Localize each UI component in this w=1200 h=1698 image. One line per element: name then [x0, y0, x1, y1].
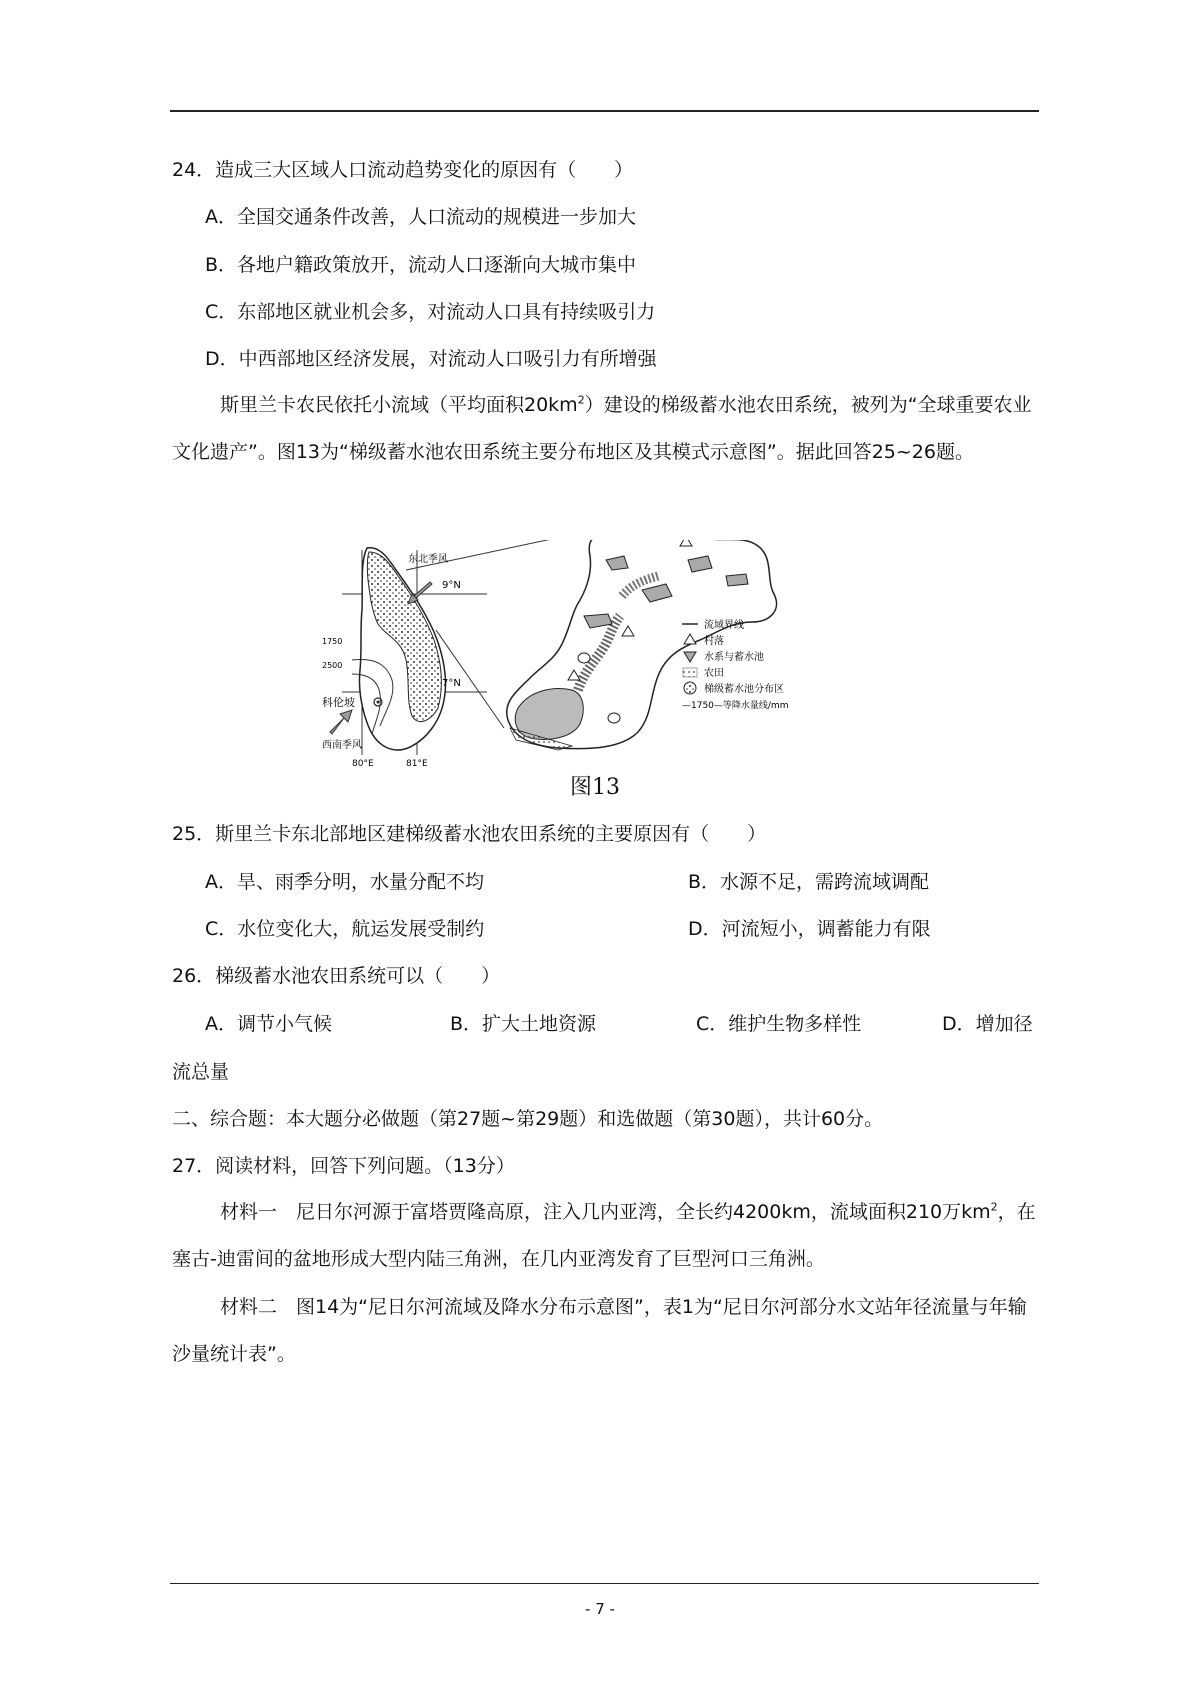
legend-label-2: 村落: [704, 636, 724, 647]
reservoir-icon: [684, 652, 696, 662]
sw-monsoon-arrow: [330, 710, 352, 734]
reservoir-small-4: [726, 574, 748, 586]
q26-option-a: A．调节小气候: [205, 1013, 332, 1035]
q24-option-d: D．中西部地区经济发展，对流动人口吸引力有所增强: [205, 348, 657, 370]
legend-label-5: 梯级蓄水池分布区: [704, 684, 784, 695]
legend-label-3: 水系与蓄水池: [704, 652, 764, 663]
q25-stem: 25．斯里兰卡东北部地区建梯级蓄水池农田系统的主要原因有（ ）: [172, 823, 767, 845]
figure-13: [322, 540, 882, 805]
sw-monsoon-label: 西南季风: [322, 740, 362, 751]
intro-sup: 2: [577, 393, 585, 407]
q24-option-c: C．东部地区就业机会多，对流动人口具有持续吸引力: [205, 301, 656, 323]
figure-13-caption: 图13: [570, 775, 620, 800]
m1-text-a: 材料一 尼日尔河源于富塔贾隆高原，注入几内亚湾，全长约4200km，流域面积210万km: [220, 1201, 991, 1223]
q27-stem: 27．阅读材料，回答下列问题。（13分）: [172, 1155, 515, 1177]
lon-80-label: 80°E: [352, 759, 374, 769]
q26-option-d-wrap: 流总量: [172, 1061, 230, 1083]
q24-option-b: B．各地户籍政策放开，流动人口逐渐向大城市集中: [205, 254, 637, 276]
q24-stem: 24．造成三大区域人口流动趋势变化的原因有（ ）: [172, 159, 634, 181]
legend-label-4: 农田: [704, 668, 724, 679]
footer-rule: [170, 1583, 1039, 1584]
lat-9-label: 9°N: [442, 580, 461, 591]
reservoir-area-icon: [684, 682, 696, 694]
q25-option-a: A．旱、雨季分明，水量分配不均: [205, 871, 484, 893]
q24-option-a: A．全国交通条件改善，人口流动的规模进一步加大: [205, 206, 636, 228]
iso-2500-label: 2500: [322, 661, 343, 670]
intro-text-b: ）建设的梯级蓄水池农田系统，被列为“全球重要农业文化遗产”。图13为“梯级蓄水池农田系统主要分布地区及其模式示意图”。据此回答25~26题。: [172, 394, 1032, 463]
page-number: - 7 -: [585, 1600, 615, 1618]
lat-7-label: 7°N: [442, 678, 461, 689]
header-rule: [170, 110, 1039, 112]
q26-option-d: D．增加径: [942, 1013, 1033, 1035]
q25-option-d: D．河流短小，调蓄能力有限: [688, 918, 931, 940]
q27-material-1: [172, 1189, 1038, 1283]
q26-option-c: C．维护生物多样性: [696, 1013, 862, 1035]
lon-81-label: 81°E: [406, 759, 428, 769]
legend-label-1: 流域界线: [704, 620, 744, 631]
intro-paragraph: [172, 382, 1038, 476]
q26-option-b: B．扩大土地资源: [450, 1013, 597, 1035]
q27-material-2: 材料二 图14为“尼日尔河流域及降水分布示意图”，表1为“尼日尔河部分水文站年径流量与年输沙量统计表”。: [172, 1296, 1027, 1365]
intro-text-a: 斯里兰卡农民依托小流域（平均面积20km: [220, 394, 578, 416]
section2-heading: 二、综合题：本大题分必做题（第27题~第29题）和选做题（第30题），共计60分。: [172, 1108, 884, 1130]
legend-label-6: —1750—等降水量线/mm: [682, 701, 789, 711]
ne-monsoon-label: 东北季风: [408, 554, 448, 565]
q26-stem: 26．梯级蓄水池农田系统可以（ ）: [172, 965, 501, 987]
q25-option-b: B．水源不足，需跨流域调配: [688, 871, 930, 893]
m1-sup: 2: [990, 1200, 998, 1214]
colombo-label: 科伦坡: [322, 696, 355, 709]
farmland-icon: [683, 668, 697, 677]
m1-text-b: ，在塞古-迪雷间的盆地形成大型内陆三角洲，在几内亚湾发育了巨型河口三角洲。: [172, 1201, 1036, 1270]
figure-13-map: [322, 540, 882, 770]
q25-option-c: C．水位变化大，航运发展受制约: [205, 918, 485, 940]
iso-1750-label: 1750: [322, 637, 343, 646]
